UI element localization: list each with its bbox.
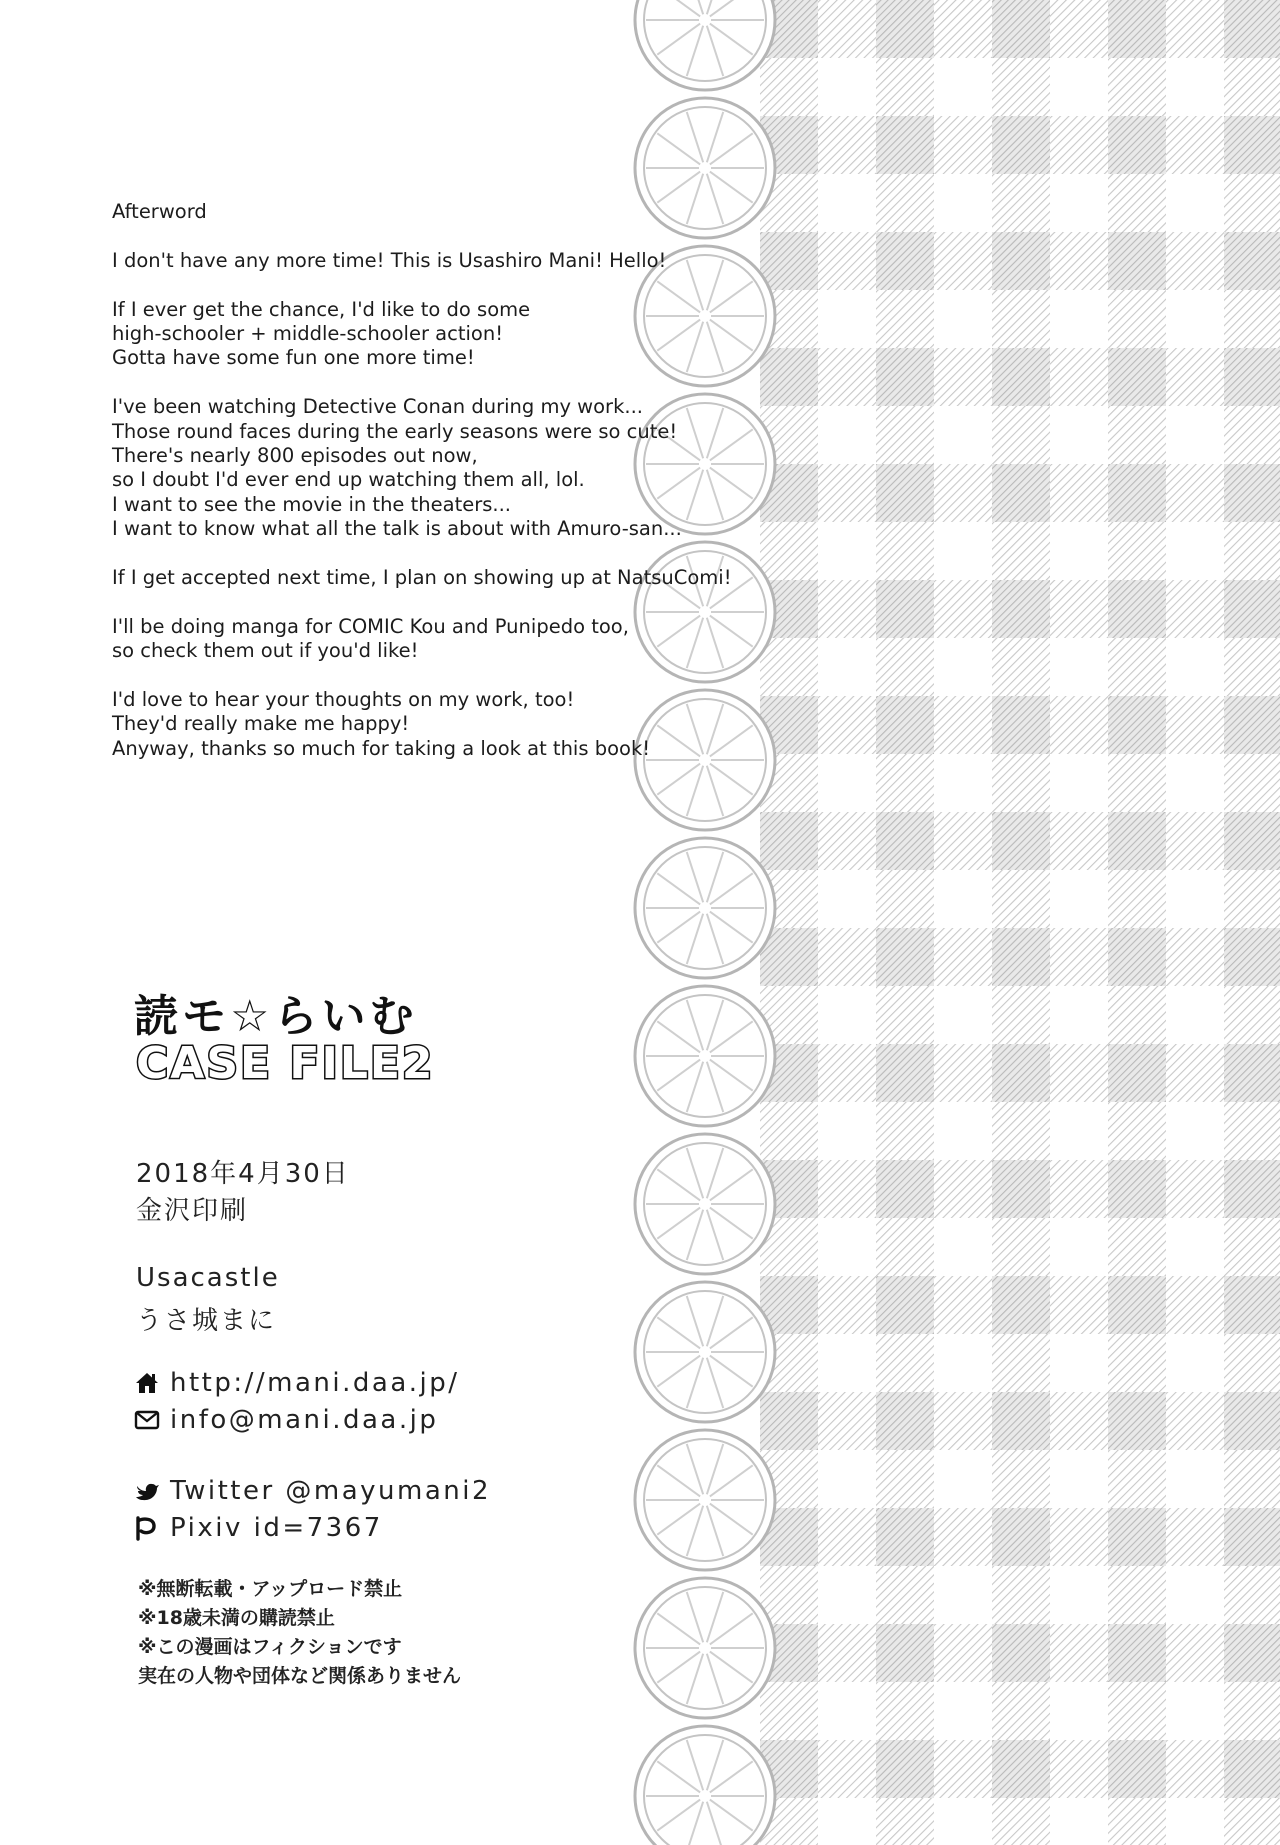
gingham-cell — [1224, 1044, 1280, 1102]
email-row — [134, 1405, 438, 1435]
gingham-cell — [1050, 1160, 1108, 1218]
gingham-cell — [1108, 870, 1166, 928]
gingham-cell — [1108, 1218, 1166, 1276]
pixiv-icon — [134, 1515, 160, 1541]
pixiv-row — [134, 1513, 383, 1543]
gingham-cell — [1050, 1624, 1108, 1682]
gingham-cell — [1108, 1450, 1166, 1508]
gingham-cell — [1224, 1160, 1280, 1218]
gingham-cell — [992, 1102, 1050, 1160]
gingham-cell — [1108, 754, 1166, 812]
gingham-cell — [876, 522, 934, 580]
gingham-cell — [1224, 986, 1280, 1044]
gingham-cell — [934, 928, 992, 986]
gingham-cell — [1166, 464, 1224, 522]
gingham-cell — [818, 1276, 876, 1334]
gingham-cell — [1166, 1044, 1224, 1102]
gingham-cell — [1108, 116, 1166, 174]
gingham-cell — [992, 986, 1050, 1044]
gingham-cell — [876, 1508, 934, 1566]
gingham-cell — [1108, 1160, 1166, 1218]
gingham-cell — [1224, 696, 1280, 754]
gingham-cell — [992, 696, 1050, 754]
gingham-cell — [818, 116, 876, 174]
gingham-cell — [818, 928, 876, 986]
gingham-cell — [1166, 812, 1224, 870]
lemon-slice — [635, 1578, 775, 1718]
gingham-cell — [1108, 1276, 1166, 1334]
gingham-cell — [1108, 232, 1166, 290]
gingham-cell — [1224, 464, 1280, 522]
gingham-cell — [1224, 522, 1280, 580]
gingham-cell — [1108, 0, 1166, 58]
gingham-cell — [876, 638, 934, 696]
gingham-cell — [876, 116, 934, 174]
note-age-restriction: ※18歳未満の購読禁止 — [138, 1607, 335, 1629]
gingham-cell — [1108, 1624, 1166, 1682]
gingham-cell — [1108, 464, 1166, 522]
gingham-cell — [992, 638, 1050, 696]
gingham-cell — [1108, 1566, 1166, 1624]
gingham-cell — [1050, 1740, 1108, 1798]
afterword — [112, 200, 732, 786]
gingham-cell — [1108, 986, 1166, 1044]
lemon-slice — [635, 0, 775, 90]
afterword-paragraph-5: I'll be doing manga for COMIC Kou and Punipedo too, so check them out if you'd like! — [112, 614, 629, 663]
afterword-heading: Afterword — [112, 200, 207, 223]
gingham-cell — [934, 1392, 992, 1450]
gingham-cell — [1050, 928, 1108, 986]
gingham-cell — [1108, 1334, 1166, 1392]
gingham-cell — [876, 812, 934, 870]
lemon-slice — [635, 838, 775, 978]
gingham-cell — [1224, 1392, 1280, 1450]
gingham-cell — [1050, 464, 1108, 522]
gingham-cell — [992, 174, 1050, 232]
gingham-cell — [818, 1160, 876, 1218]
gingham-cell — [818, 1740, 876, 1798]
gingham-cell — [818, 1508, 876, 1566]
gingham-cell — [1166, 116, 1224, 174]
gingham-cell — [1108, 1044, 1166, 1102]
gingham-cell — [1108, 812, 1166, 870]
gingham-cell — [1050, 580, 1108, 638]
gingham-cell — [934, 1624, 992, 1682]
gingham-cell — [992, 754, 1050, 812]
book-title-english: CASE FILE2 — [136, 1038, 435, 1089]
lemon-slice — [635, 1282, 775, 1422]
gingham-cell — [818, 232, 876, 290]
gingham-cell — [1108, 1740, 1166, 1798]
gingham-cell — [876, 348, 934, 406]
afterword-paragraph-1: I don't have any more time! This is Usashiro Mani! Hello! — [112, 248, 667, 272]
gingham-cell — [1166, 1392, 1224, 1450]
gingham-cell — [1166, 1276, 1224, 1334]
gingham-cell — [1108, 1102, 1166, 1160]
gingham-cell — [992, 580, 1050, 638]
gingham-cell — [1108, 1392, 1166, 1450]
gingham-cell — [818, 1044, 876, 1102]
gingham-cell — [876, 1044, 934, 1102]
gingham-cell — [818, 348, 876, 406]
lemon-slice — [635, 1134, 775, 1274]
gingham-cell — [1050, 0, 1108, 58]
gingham-cell — [1050, 116, 1108, 174]
gingham-cell — [992, 1392, 1050, 1450]
gingham-cell — [1108, 174, 1166, 232]
gingham-cell — [1224, 638, 1280, 696]
gingham-cell — [1224, 1566, 1280, 1624]
gingham-cell — [934, 1740, 992, 1798]
pixiv-id[interactable]: Pixiv id=7367 — [170, 1513, 383, 1543]
gingham-cell — [1224, 1682, 1280, 1740]
gingham-cell — [818, 464, 876, 522]
gingham-cell — [876, 174, 934, 232]
gingham-cell — [1050, 1392, 1108, 1450]
gingham-cell — [1224, 1508, 1280, 1566]
afterword-paragraph-3: I've been watching Detective Conan during my work... Those round faces during the early seasons were so cute! There's nearly 800 episodes out now, so I doubt I'd ever end up watching them all, lol. I want to see the movie in the theaters... I want to know what all the talk is about with Amuro-san... — [112, 395, 682, 541]
gingham-cell — [992, 406, 1050, 464]
bird-icon — [134, 1478, 160, 1504]
gingham-cell — [1166, 696, 1224, 754]
gingham-cell — [818, 1624, 876, 1682]
gingham-cell — [992, 290, 1050, 348]
gingham-cell — [1224, 58, 1280, 116]
gingham-pattern — [760, 0, 1280, 1845]
gingham-cell — [876, 1740, 934, 1798]
gingham-cell — [1108, 406, 1166, 464]
gingham-cell — [992, 1160, 1050, 1218]
gingham-cell — [934, 696, 992, 754]
gingham-cell — [818, 580, 876, 638]
gingham-cell — [876, 1624, 934, 1682]
gingham-cell — [1166, 928, 1224, 986]
gingham-cell — [876, 1160, 934, 1218]
gingham-cell — [876, 406, 934, 464]
gingham-cell — [1224, 754, 1280, 812]
gingham-cell — [1224, 116, 1280, 174]
gingham-cell — [1166, 1624, 1224, 1682]
gingham-cell — [876, 232, 934, 290]
gingham-cell — [876, 1392, 934, 1450]
gingham-cell — [876, 1682, 934, 1740]
gingham-cell — [934, 348, 992, 406]
note-fiction: ※この漫画はフィクションです — [138, 1636, 402, 1658]
gingham-cell — [1166, 0, 1224, 58]
gingham-cell — [992, 522, 1050, 580]
gingham-cell — [992, 464, 1050, 522]
afterword-paragraph-2: If I ever get the chance, I'd like to do some high-schooler + middle-schooler action! Gotta have some fun one more time! — [112, 297, 531, 370]
gingham-cell — [1108, 58, 1166, 116]
gingham-cell — [876, 464, 934, 522]
gingham-cell — [934, 1508, 992, 1566]
gingham-cell — [876, 580, 934, 638]
legal-notes — [138, 1575, 461, 1691]
gingham-cell — [1224, 348, 1280, 406]
gingham-cell — [992, 1740, 1050, 1798]
gingham-cell — [934, 464, 992, 522]
gingham-cell — [1224, 232, 1280, 290]
gingham-cell — [1224, 580, 1280, 638]
gingham-cell — [992, 1218, 1050, 1276]
circle-name: Usacastle — [136, 1263, 280, 1293]
gingham-cell — [1224, 1102, 1280, 1160]
gingham-cell — [992, 928, 1050, 986]
gingham-cell — [992, 870, 1050, 928]
gingham-cell — [992, 1508, 1050, 1566]
gingham-cell — [1224, 1740, 1280, 1798]
gingham-cell — [1224, 290, 1280, 348]
gingham-cell — [1166, 1508, 1224, 1566]
author-name: うさ城まに — [136, 1306, 277, 1336]
gingham-cell — [1050, 812, 1108, 870]
gingham-cell — [1224, 1334, 1280, 1392]
website-link[interactable]: http://mani.daa.jp/ — [170, 1368, 460, 1398]
gingham-cell — [1108, 522, 1166, 580]
gingham-cell — [1108, 290, 1166, 348]
email-link[interactable]: info@mani.daa.jp — [170, 1405, 439, 1435]
gingham-cell — [934, 232, 992, 290]
gingham-cell — [818, 696, 876, 754]
gingham-cell — [992, 232, 1050, 290]
gingham-cell — [1166, 232, 1224, 290]
gingham-cell — [1108, 1798, 1166, 1845]
gingham-cell — [1050, 348, 1108, 406]
gingham-cell — [1108, 348, 1166, 406]
gingham-cell — [876, 1276, 934, 1334]
gingham-cell — [1108, 580, 1166, 638]
gingham-cell — [992, 1044, 1050, 1102]
gingham-cell — [1050, 1508, 1108, 1566]
gingham-cell — [876, 1798, 934, 1845]
gingham-cell — [1224, 812, 1280, 870]
gingham-cell — [934, 1044, 992, 1102]
lemon-slice — [635, 1430, 775, 1570]
printer-name: 金沢印刷 — [136, 1196, 249, 1226]
gingham-cell — [1166, 348, 1224, 406]
gingham-cell — [1050, 232, 1108, 290]
gingham-cell — [818, 0, 876, 58]
gingham-cell — [992, 1450, 1050, 1508]
gingham-cell — [992, 1566, 1050, 1624]
gingham-cell — [876, 1566, 934, 1624]
gingham-cell — [1050, 1276, 1108, 1334]
gingham-cell — [1224, 1624, 1280, 1682]
gingham-cell — [1224, 406, 1280, 464]
gingham-cell — [876, 0, 934, 58]
gingham-cell — [876, 1334, 934, 1392]
website-row — [134, 1368, 460, 1398]
afterword-paragraph-4: If I get accepted next time, I plan on showing up at NatsuComi! — [112, 566, 732, 590]
gingham-cell — [934, 116, 992, 174]
gingham-cell — [934, 580, 992, 638]
gingham-cell — [876, 986, 934, 1044]
gingham-cell — [992, 1682, 1050, 1740]
gingham-cell — [1224, 1276, 1280, 1334]
gingham-cell — [1224, 1218, 1280, 1276]
gingham-cell — [992, 1798, 1050, 1845]
gingham-cell — [992, 1624, 1050, 1682]
gingham-cell — [1224, 1798, 1280, 1845]
gingham-cell — [1166, 1740, 1224, 1798]
twitter-handle[interactable]: Twitter @mayumani2 — [170, 1476, 492, 1506]
gingham-cell — [1108, 638, 1166, 696]
gingham-cell — [1224, 870, 1280, 928]
gingham-cell — [1224, 1450, 1280, 1508]
mail-icon — [134, 1407, 160, 1433]
note-no-reprint: ※無断転載・アップロード禁止 — [138, 1578, 403, 1600]
gingham-cell — [1166, 580, 1224, 638]
gingham-cell — [876, 290, 934, 348]
afterword-paragraph-6: I'd love to hear your thoughts on my work, too! They'd really make me happy! Anyway, thanks so much for taking a look at this book! — [112, 688, 651, 760]
gingham-cell — [992, 1334, 1050, 1392]
gingham-cell — [992, 116, 1050, 174]
gingham-cell — [1166, 1160, 1224, 1218]
gingham-cell — [1108, 928, 1166, 986]
gingham-cell — [1108, 696, 1166, 754]
twitter-row — [134, 1476, 491, 1506]
gingham-cell — [1050, 696, 1108, 754]
gingham-cell — [1224, 174, 1280, 232]
gingham-cell — [1108, 1508, 1166, 1566]
gingham-cell — [992, 1276, 1050, 1334]
gingham-cell — [934, 1276, 992, 1334]
gingham-cell — [818, 1392, 876, 1450]
gingham-cell — [1224, 0, 1280, 58]
publish-date: 2018年4月30日 — [136, 1159, 350, 1189]
gingham-cell — [1108, 1682, 1166, 1740]
gingham-cell — [934, 812, 992, 870]
lemon-slice — [635, 1726, 775, 1845]
gingham-cell — [818, 812, 876, 870]
gingham-cell — [876, 870, 934, 928]
gingham-cell — [876, 1218, 934, 1276]
lemon-slice — [635, 986, 775, 1126]
gingham-cell — [934, 1160, 992, 1218]
gingham-cell — [876, 58, 934, 116]
book-title-japanese: 読モ☆らいむ — [134, 991, 418, 1042]
gingham-cell — [876, 928, 934, 986]
gingham-cell — [934, 0, 992, 58]
gingham-cell — [1224, 928, 1280, 986]
gingham-cell — [992, 0, 1050, 58]
gingham-cell — [1050, 1044, 1108, 1102]
gingham-cell — [992, 348, 1050, 406]
gingham-cell — [876, 1450, 934, 1508]
house-icon — [134, 1370, 160, 1396]
note-no-relation: 実在の人物や団体など関係ありません — [138, 1665, 462, 1687]
gingham-cell — [876, 1102, 934, 1160]
gingham-cell — [876, 696, 934, 754]
gingham-cell — [876, 754, 934, 812]
gingham-cell — [992, 812, 1050, 870]
gingham-cell — [992, 58, 1050, 116]
